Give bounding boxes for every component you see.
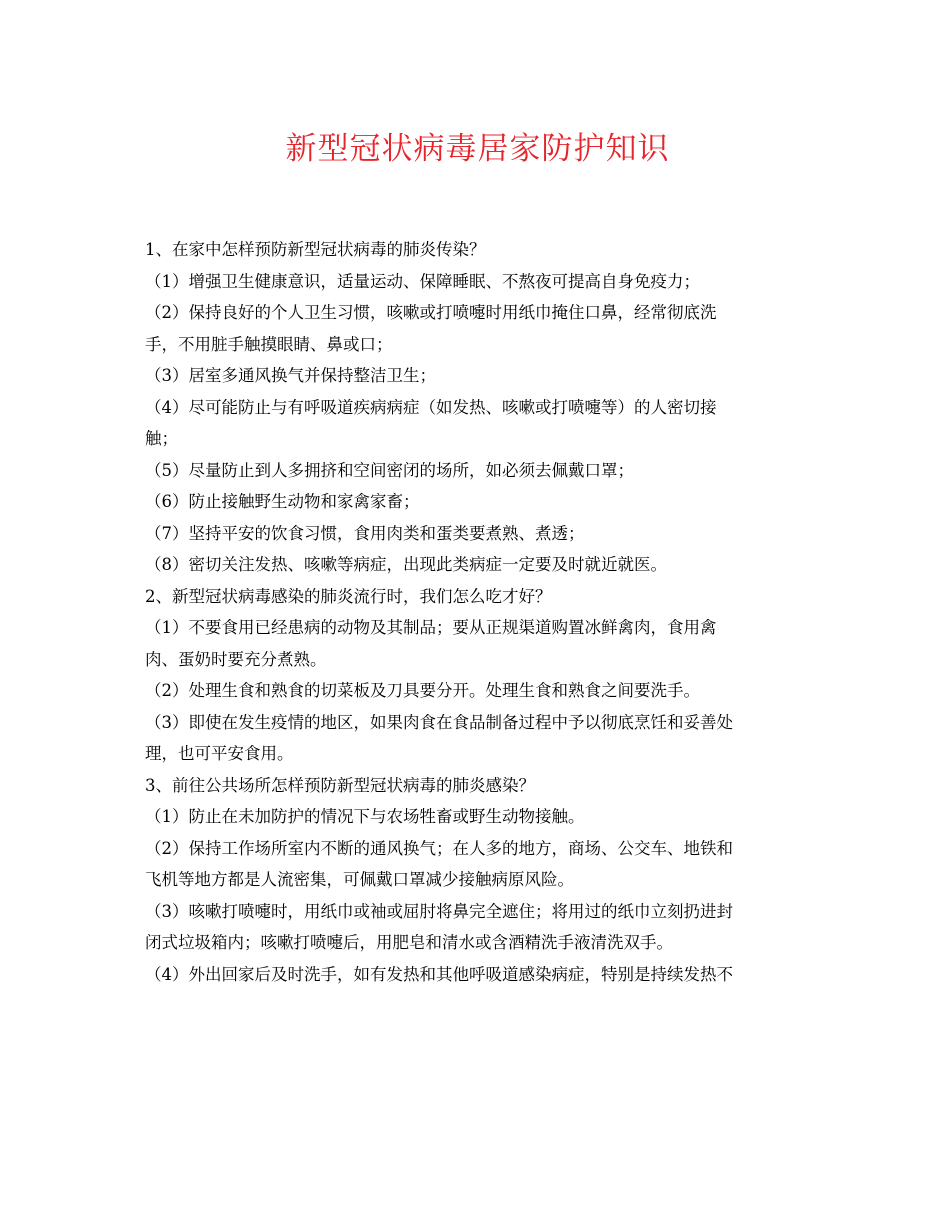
- list-item: （2）处理生食和熟食的切菜板及刀具要分开。处理生食和熟食之间要洗手。: [145, 681, 700, 700]
- list-item-line: 飞机等地方都是人流密集，可佩戴口罩减少接触病原风险。: [145, 870, 574, 889]
- list-item: [145, 713, 810, 765]
- list-item-line: 闭式垃圾箱内；咳嗽打喷嚏后，用肥皂和清水或含酒精洗手液清洗双手。: [145, 933, 673, 952]
- list-item: [145, 303, 810, 355]
- list-item-line: 手，不用脏手触摸眼睛、鼻或口；: [145, 334, 393, 354]
- list-item: [145, 618, 810, 670]
- list-item: （8）密切关注发热、咳嗽等病症，出现此类病症一定要及时就近就医。: [145, 555, 667, 574]
- list-item-line: 触；: [145, 429, 178, 448]
- list-item-line: （3）咳嗽打喷嚏时，用纸巾或袖或屈肘将鼻完全遮住；将用过的纸巾立刻扔进封: [145, 901, 733, 921]
- list-item-line: 理，也可平安食用。: [145, 744, 294, 763]
- section-heading: 1、在家中怎样预防新型冠状病毒的肺炎传染？: [145, 240, 486, 259]
- list-item: （6）防止接触野生动物和家禽家畜；: [145, 492, 420, 511]
- section-heading: 2、新型冠状病毒感染的肺炎流行时，我们怎么吃才好？: [145, 586, 552, 606]
- list-item: [145, 398, 810, 450]
- list-item: （1）防止在未加防护的情况下与农场牲畜或野生动物接触。: [145, 807, 585, 826]
- list-item: （1）增强卫生健康意识，适量运动、保障睡眠、不熬夜可提高自身免疫力；: [145, 271, 700, 291]
- list-item-line: （3）即使在发生疫情的地区，如果肉食在食品制备过程中予以彻底烹饪和妥善处: [145, 712, 733, 732]
- list-item: （7）坚持平安的饮食习惯，食用肉类和蛋类要煮熟、煮透；: [145, 523, 585, 543]
- list-item-line: （1）不要食用已经患病的动物及其制品；要从正规渠道购置冰鲜禽肉，食用禽: [145, 618, 717, 637]
- list-item: （3）居室多通风换气并保持整洁卫生；: [145, 366, 436, 385]
- document-body: [145, 240, 810, 985]
- list-item-line: 肉、蛋奶时要充分煮熟。: [145, 649, 327, 669]
- list-item: [145, 902, 810, 954]
- list-item: （5）尽量防止到人多拥挤和空间密闭的场所，如必须去佩戴口罩；: [145, 460, 634, 480]
- list-item-line: （2）保持良好的个人卫生习惯，咳嗽或打喷嚏时用纸巾掩住口鼻，经常彻底洗: [145, 303, 717, 322]
- section-heading: 3、前往公共场所怎样预防新型冠状病毒的肺炎感染？: [145, 775, 535, 795]
- list-item-line: （2）保持工作场所室内不断的通风换气；在人多的地方，商场、公交车、地铁和: [145, 838, 733, 858]
- list-item: （4）外出回家后及时洗手，如有发热和其他呼吸道感染病症，特别是持续发热不: [145, 964, 733, 984]
- list-item: [145, 839, 810, 891]
- document-title: 新型冠状病毒居家防护知识: [285, 131, 670, 167]
- list-item-line: （4）尽可能防止与有呼吸道疾病病症（如发热、咳嗽或打喷嚏等）的人密切接: [145, 397, 717, 417]
